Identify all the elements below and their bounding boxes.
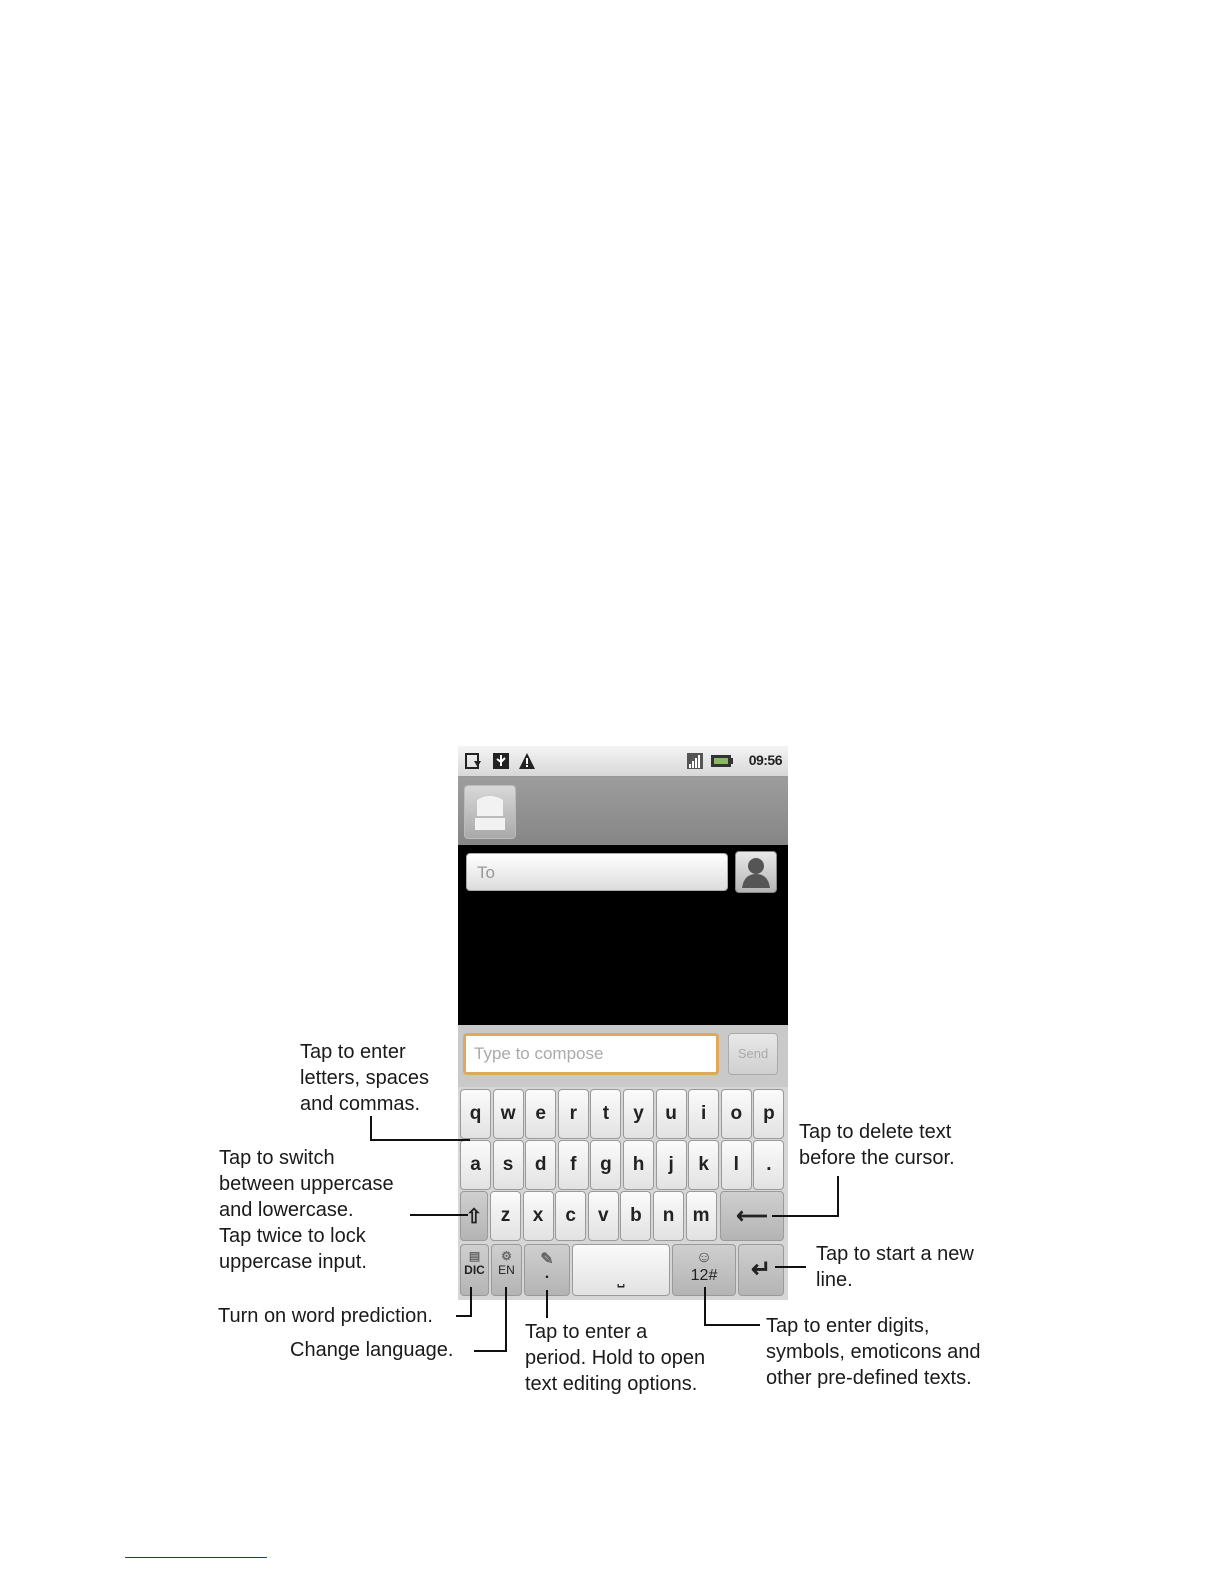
title-bar	[458, 777, 788, 845]
lang-label: EN	[498, 1263, 515, 1277]
key-e[interactable]: e	[525, 1089, 556, 1139]
word-prediction-key[interactable]	[460, 1244, 489, 1296]
annotation-prediction: Turn on word prediction.	[218, 1305, 433, 1327]
key-u[interactable]: u	[656, 1089, 687, 1139]
shift-arrow-icon: ⇧	[465, 1206, 483, 1228]
dic-label: DIC	[464, 1263, 485, 1277]
signal-icon	[686, 752, 704, 770]
period-key[interactable]	[524, 1244, 570, 1296]
key-q[interactable]: q	[460, 1089, 491, 1139]
annotation-language: Change language.	[290, 1339, 454, 1361]
backspace-key[interactable]	[720, 1191, 784, 1241]
key-c[interactable]: c	[555, 1191, 586, 1241]
emoticon-icon: ☺	[695, 1249, 713, 1266]
footnote-rule	[125, 1557, 267, 1558]
send-button[interactable]: Send	[728, 1033, 778, 1075]
backspace-icon: ⟵	[736, 1203, 768, 1228]
warning-icon	[518, 752, 536, 770]
phone-screenshot	[458, 746, 788, 1300]
usb-icon	[492, 752, 510, 770]
key-i[interactable]: i	[688, 1089, 719, 1139]
symbols-label: 12#	[690, 1267, 718, 1284]
key-j[interactable]: j	[656, 1140, 687, 1190]
key-t[interactable]: t	[590, 1089, 621, 1139]
globe-icon: ⚙	[501, 1249, 512, 1263]
messaging-app-icon	[464, 785, 516, 839]
download-icon	[464, 752, 482, 770]
annotation-delete: Tap to delete text before the cursor.	[799, 1121, 955, 1169]
space-key[interactable]	[572, 1244, 670, 1296]
key-r[interactable]: r	[558, 1089, 589, 1139]
contact-icon	[736, 852, 776, 892]
status-time: 09:56	[748, 752, 782, 768]
key-s[interactable]: s	[493, 1140, 524, 1190]
pencil-icon: ✎	[540, 1251, 554, 1268]
key-period[interactable]: .	[753, 1140, 784, 1190]
battery-icon	[710, 752, 734, 770]
annotation-shift: Tap to switch between uppercase and lowercase. Tap twice to lock uppercase input.	[219, 1147, 394, 1273]
status-bar	[458, 746, 788, 777]
key-f[interactable]: f	[558, 1140, 589, 1190]
language-key[interactable]	[491, 1244, 522, 1296]
key-d[interactable]: d	[525, 1140, 556, 1190]
letters-leader	[371, 1116, 470, 1140]
enter-icon: ↵	[750, 1256, 772, 1283]
shift-key[interactable]	[460, 1191, 488, 1241]
key-p[interactable]: p	[753, 1089, 784, 1139]
key-g[interactable]: g	[590, 1140, 621, 1190]
key-h[interactable]: h	[623, 1140, 654, 1190]
key-o[interactable]: o	[721, 1089, 752, 1139]
key-l[interactable]: l	[721, 1140, 752, 1190]
key-x[interactable]: x	[523, 1191, 554, 1241]
to-field[interactable]: To	[466, 853, 728, 891]
annotation-letters: Tap to enter letters, spaces and commas.	[300, 1041, 429, 1115]
key-w[interactable]: w	[493, 1089, 524, 1139]
annotation-newline: Tap to start a new line.	[816, 1243, 974, 1291]
annotation-period: Tap to enter a period. Hold to open text editing options.	[525, 1321, 706, 1395]
recipient-area	[458, 845, 788, 1025]
key-a[interactable]: a	[460, 1140, 491, 1190]
key-m[interactable]: m	[686, 1191, 717, 1241]
symbols-key[interactable]	[672, 1244, 736, 1296]
robot-icon	[465, 786, 515, 838]
period-glyph: .	[544, 1265, 550, 1282]
key-v[interactable]: v	[588, 1191, 619, 1241]
space-icon: ⎵	[617, 1267, 625, 1287]
add-contact-button[interactable]	[735, 851, 777, 893]
soft-keyboard	[458, 1087, 788, 1300]
enter-key[interactable]	[738, 1244, 784, 1296]
key-y[interactable]: y	[623, 1089, 654, 1139]
compose-bar	[458, 1025, 788, 1087]
key-n[interactable]: n	[653, 1191, 684, 1241]
dictionary-icon: ▤	[468, 1249, 481, 1263]
key-k[interactable]: k	[688, 1140, 719, 1190]
key-b[interactable]: b	[620, 1191, 651, 1241]
compose-input[interactable]: Type to compose	[463, 1033, 719, 1075]
annotation-digits: Tap to enter digits, symbols, emoticons and other pre-defined texts.	[766, 1315, 981, 1389]
key-z[interactable]: z	[490, 1191, 521, 1241]
